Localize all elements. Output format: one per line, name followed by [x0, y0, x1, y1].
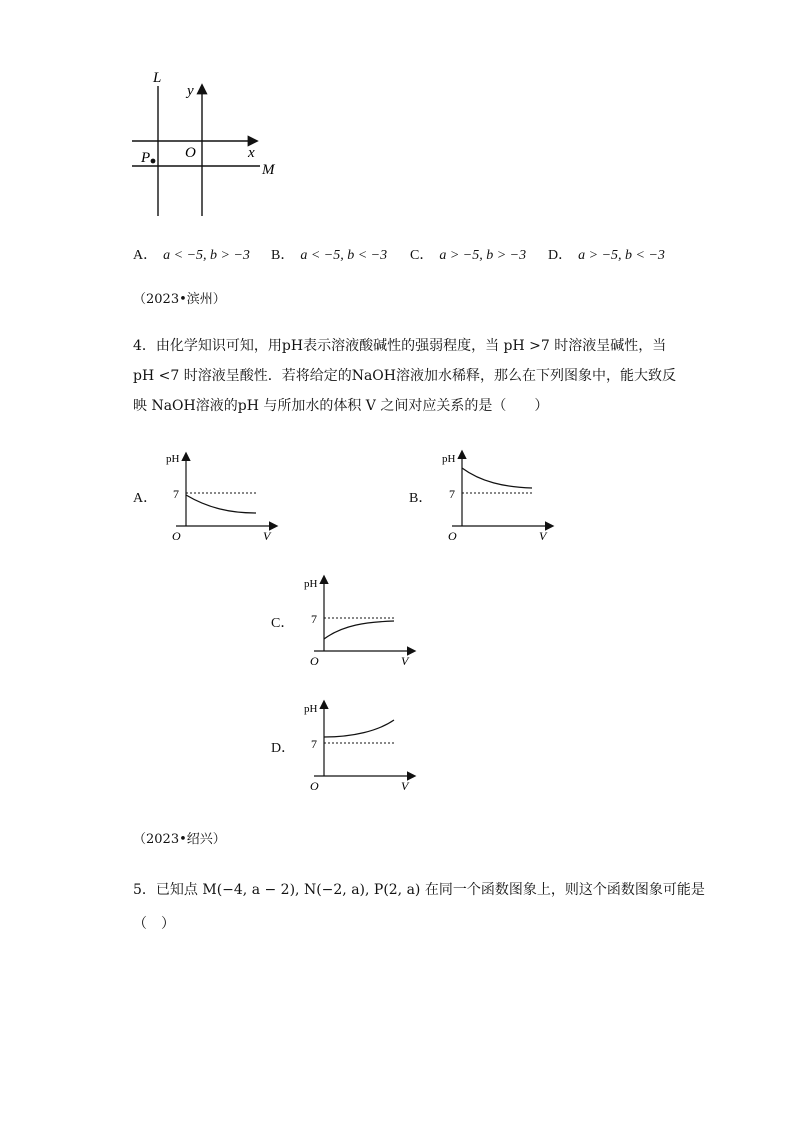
- q4-graph-c[interactable]: [298, 573, 423, 673]
- ylabel-ph: pH: [166, 453, 180, 465]
- origin-label: O: [172, 529, 181, 543]
- label-M: M: [262, 162, 275, 178]
- label-y: y: [187, 83, 194, 99]
- q4-text-line2: pH <7 时溶液呈酸性．若将给定的NaOH溶液加水稀释，那么在下列图象中，能大致反: [133, 368, 676, 384]
- q5-text-line2: （ ）: [133, 916, 175, 932]
- q4-text-line1: 4．由化学知识可知，用pH表示溶液酸碱性的强弱程度，当 pH >7 时溶液呈碱性，当: [133, 338, 667, 354]
- label-x: x: [248, 145, 255, 161]
- point-P: [151, 159, 156, 164]
- q3-option-c[interactable]: C． a > −5, b > −3: [410, 248, 527, 263]
- label-P: P: [141, 150, 151, 166]
- ylabel-ph: pH: [442, 453, 456, 465]
- tick-7: 7: [173, 487, 179, 501]
- label-O: O: [185, 145, 196, 161]
- ph-curve: [324, 621, 394, 639]
- ylabel-ph: pH: [304, 703, 318, 715]
- q3-option-a[interactable]: A． a < −5, b > −3: [133, 248, 250, 263]
- ph-curve: [462, 468, 532, 488]
- tick-7: 7: [311, 612, 317, 626]
- q4-option-d-letter[interactable]: D．: [271, 741, 296, 756]
- source-label-2: （2023•绍兴）: [133, 832, 226, 847]
- label-L: L: [153, 70, 162, 86]
- q3-coordinate-figure: [120, 66, 290, 222]
- q3-option-b[interactable]: B． a < −5, b < −3: [271, 248, 388, 263]
- tick-7: 7: [449, 487, 455, 501]
- q4-option-c-letter[interactable]: C．: [271, 616, 295, 631]
- origin-label: O: [310, 779, 319, 793]
- q5-text-line1: 5．已知点 M(−4, a − 2), N(−2, a), P(2, a) 在同一个函数图象上，则这个函数图象可能是: [133, 882, 705, 898]
- xlabel-v: V: [401, 654, 409, 668]
- xlabel-v: V: [263, 529, 271, 543]
- source-label-1: （2023•滨州）: [133, 292, 226, 307]
- q4-graph-d[interactable]: [298, 698, 423, 798]
- ph-curve: [324, 720, 394, 737]
- q4-graph-b[interactable]: [436, 448, 561, 548]
- ph-curve: [186, 495, 256, 513]
- ylabel-ph: pH: [304, 578, 318, 590]
- q4-option-b-letter[interactable]: B．: [409, 491, 433, 506]
- xlabel-v: V: [539, 529, 547, 543]
- xlabel-v: V: [401, 779, 409, 793]
- q4-text-line3: 映 NaOH溶液的pH 与所加水的体积 V 之间对应关系的是（ ）: [133, 398, 549, 414]
- q3-option-d[interactable]: D． a > −5, b < −3: [548, 248, 665, 263]
- origin-label: O: [310, 654, 319, 668]
- origin-label: O: [448, 529, 457, 543]
- q4-option-a-letter[interactable]: A．: [133, 491, 158, 506]
- tick-7: 7: [311, 737, 317, 751]
- q4-graph-a[interactable]: [160, 448, 285, 548]
